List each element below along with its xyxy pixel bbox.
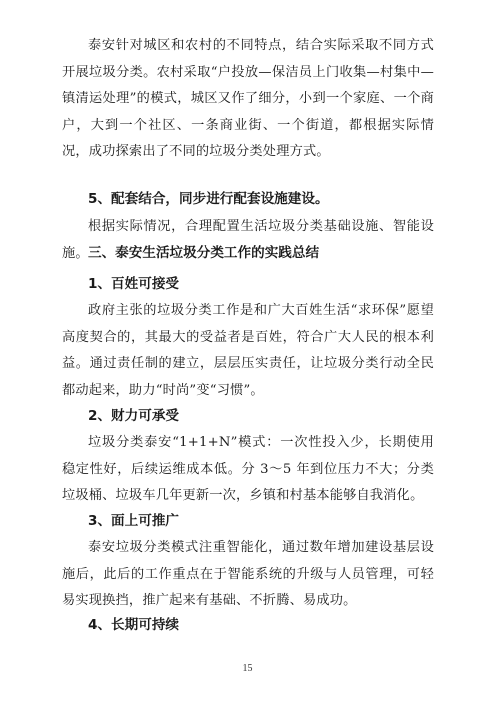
paragraph-classification-methods: 泰安针对城区和农村的不同特点，结合实际采取不同方式开展垃圾分类。农村采取“户投放—保洁员上门收集—村集中—镇清运处理”的模式，城区又作了细分，小到一个家庭、一个商户，大到一个社区、一条商业街、一个街道，都根据实际情况，成功探索出了不同的垃圾分类处理方式。 [62, 38, 434, 160]
paragraph-affordable: 垃圾分类泰安“1+1+N”模式：一次性投入少，长期使用稳定性好，后续运维成本低。分 3～5 年到位压力不大；分类垃圾桶、垃圾车几年更新一次，乡镇和村基本能够自我消化。 [62, 435, 434, 504]
page-number: 15 [242, 663, 253, 674]
subheading-2-affordable: 2、财力可承受 [88, 408, 180, 424]
section-heading-3-summary: 三、泰安生活垃圾分类工作的实践总结 [88, 245, 320, 261]
paragraph-facilities: 根据实际情况，合理配置生活垃圾分类基础设施、智能设施。 [62, 219, 434, 261]
subheading-1-acceptable: 1、百姓可接受 [88, 276, 180, 292]
heading-5-supporting-facilities: 5、配套结合，同步进行配套设施建设。 [88, 191, 329, 207]
paragraph-acceptable: 政府主张的垃圾分类工作是和广大百姓生活“求环保”愿望高度契合的，其最大的受益者是百姓，符合广大人民的根本利益。通过责任制的建立，层层压实责任，让垃圾分类行动全民都动起来，助力“时尚”变“习惯”。 [62, 303, 434, 398]
paragraph-promotable: 泰安垃圾分类模式注重智能化，通过数年增加建设基层设施后，此后的工作重点在于智能系统的升级与人员管理，可轻易实现换挡，推广起来有基础、不折腾、易成功。 [62, 540, 434, 609]
subheading-4-sustainable: 4、长期可持续 [88, 617, 180, 633]
subheading-3-promotable: 3、面上可推广 [88, 513, 180, 529]
